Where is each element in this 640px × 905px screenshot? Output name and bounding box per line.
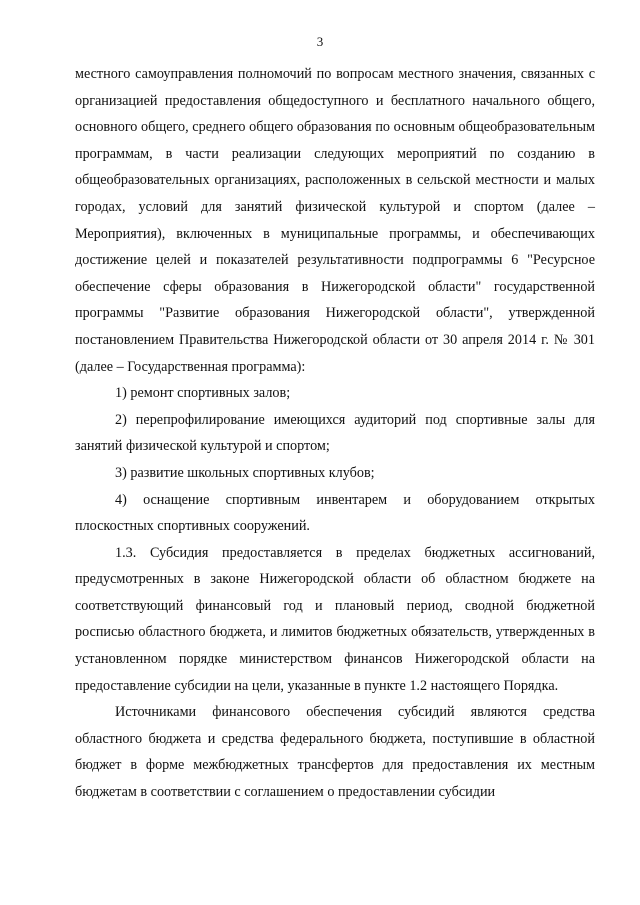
paragraph-1-3: 1.3. Субсидия предоставляется в пределах бюджетных ассигнований, предусмотренных в законе Нижегородской области об областном бюджете на соответствующий финансовый год и плановый период, сводной бюджетной росписью областного бюджета, и лимитов бюджетных обязательств, утвержденных в установленном порядке министерством финансов Нижегородской области на предоставление субсидии на цели, указанные в пункте 1.2 настоящего Порядка. (75, 544, 595, 694)
list-item-4: 4) оснащение спортивным инвентарем и оборудованием открытых плоскостных спортивных сооружений. (75, 491, 595, 535)
list-item-3: 3) развитие школьных спортивных клубов; (115, 464, 375, 481)
page-number: 3 (316, 34, 324, 49)
paragraph-funding-sources: Источниками финансового обеспечения субсидий являются средства областного бюджета и средства федерального бюджета, поступившие в областной бюджет в форме межбюджетных трансфертов для предоставления их местным бюджетам в соответствии с соглашением о предоставлении субсидии (75, 704, 595, 801)
list-item-2: 2) перепрофилирование имеющихся аудиторий под спортивные залы для занятий физической культурой и спортом; (75, 411, 595, 455)
list-item-1: 1) ремонт спортивных залов; (115, 385, 291, 402)
page-body (75, 61, 595, 806)
paragraph-continuation: местного самоуправления полномочий по вопросам местного значения, связанных с организацией предоставления общедоступного и бесплатного начального общего, основного общего, среднего общего образования по основным общеобразовательным программам, в части реализации следующих мероприятий по созданию в общеобразовательных организациях, расположенных в сельской местности и малых городах, условий для занятий физической культурой и спортом (далее – Мероприятия), включенных в муниципальные программы, и обеспечивающих достижение целей и показателей результативности подпрограммы 6 "Ресурсное обеспечение сферы образования в Нижегородской области" государственной программы "Развитие образования Нижегородской области", утвержденной постановлением Правительства Нижегородской области от 30 апреля 2014 г. № 301 (далее – Государственная программа): (75, 66, 595, 375)
